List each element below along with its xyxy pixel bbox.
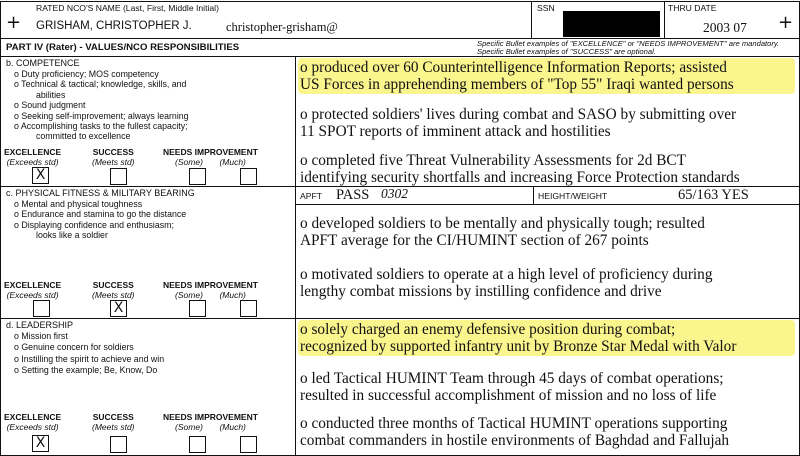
competence-items (14, 69, 189, 142)
fitness-item: o Endurance and stamina to go the distance (14, 209, 187, 220)
legend-needs-label: NEEDS IMPROVEMENT (163, 280, 258, 290)
leadership-much-checkbox[interactable] (240, 436, 257, 453)
competence-item: o Sound judgment (14, 100, 86, 111)
plus-mark-left: + (6, 12, 22, 33)
leadership-item: o Instilling the spirit to achieve and win (14, 353, 165, 364)
legend-success-sub: (Meets std) (92, 290, 135, 300)
fitness-some-checkbox[interactable] (189, 300, 206, 317)
leadership-bullet-1 (300, 321, 736, 355)
legend-excellence-sub: (Exceeds std) (6, 422, 59, 432)
name-value: GRISHAM, CHRISTOPHER J. (36, 20, 192, 32)
leadership-bullet-3-line-2: combat commanders in hostile environments of Baghdad and Fallujah (300, 432, 730, 449)
fitness-bullet-1-line-2: APFT average for the CI/HUMINT section of 267 points (300, 232, 649, 249)
height-weight-label: HEIGHT/WEIGHT (538, 191, 608, 201)
fitness-item: o Mental and physical toughness (14, 199, 143, 209)
rule-apft-split (533, 186, 534, 204)
leadership-item: o Setting the example; Be, Know, Do (14, 365, 158, 376)
leadership-items (14, 331, 164, 377)
competence-bullet-3-line-2: identifying security shortfalls and increasing Force Protection standards (300, 169, 740, 186)
leadership-item: o Mission first (14, 331, 68, 341)
legend-success-label: SUCCESS (92, 280, 134, 290)
name-label: RATED NCO'S NAME (Last, First, Middle Initial) (36, 3, 219, 13)
fitness-excellence-checkbox[interactable] (33, 300, 50, 317)
leadership-bullet-2-line-1: o led Tactical HUMINT Team through 45 days of combat operations; (300, 370, 724, 387)
legend-success-sub: (Meets std) (92, 422, 135, 432)
plus-mark-right: + (778, 12, 794, 33)
rule-part-bottom (0, 56, 800, 57)
rule-ssn-left (531, 1, 532, 38)
height-weight-value: 65/163 YES (678, 187, 749, 203)
legend-much-sub: (Much) (219, 290, 246, 300)
apft-label: APFT (300, 191, 322, 201)
part-iv-note-1: Specific Bullet examples of "EXCELLENCE" or "NEEDS IMPROVEMENT" are mandatory. (477, 39, 780, 48)
legend-needs-label: NEEDS IMPROVEMENT (163, 147, 258, 157)
leadership-bullet-1-line-1: o solely charged an enemy defensive position during combat; (300, 321, 676, 338)
competence-bullet-2-line-1: o protected soldiers' lives during combat and SASO by submitting over (300, 106, 737, 123)
competence-bullet-1-line-1: o produced over 60 Counterintelligence Information Reports; assisted (300, 59, 727, 76)
fitness-item: looks like a soldier (36, 230, 108, 241)
legend-much-sub: (Much) (219, 422, 246, 432)
competence-bullet-1 (300, 59, 734, 93)
fitness-bullet-2-line-1: o motivated soldiers to operate at a high level of proficiency during (300, 266, 713, 283)
competence-bullet-3 (300, 152, 740, 186)
competence-item: abilities (36, 89, 66, 100)
leadership-bullet-2 (300, 370, 724, 404)
competence-legend-excellence (4, 147, 61, 167)
competence-legend-needs (163, 147, 258, 167)
leadership-item: o Genuine concern for soldiers (14, 342, 134, 353)
leadership-bullet-3-line-1: o conducted three months of Tactical HUMINT operations supporting (300, 415, 728, 432)
apft-date-handwritten: 0302 (381, 186, 408, 201)
competence-item: o Duty proficiency; MOS competency (14, 69, 159, 79)
legend-excellence-label: EXCELLENCE (4, 412, 62, 422)
thru-date-label: THRU DATE (668, 3, 717, 13)
apft-value: PASS (336, 187, 370, 203)
competence-item: committed to excellence (36, 131, 131, 142)
competence-bullet-2-line-2: 11 SPOT reports of imminent attack and hostilities (300, 123, 611, 140)
competence-item: o Accomplishing tasks to the fullest capacity; (14, 121, 188, 132)
fitness-success-checkbox[interactable]: X (110, 300, 127, 317)
legend-some-sub: (Some) (175, 157, 203, 167)
competence-item: o Technical & tactical; knowledge, skills, and (14, 79, 187, 90)
email-value: christopher-grisham@ (226, 20, 338, 34)
rule-top (0, 1, 800, 2)
competence-success-checkbox[interactable] (110, 168, 127, 185)
ssn-label: SSN (537, 3, 555, 13)
competence-some-checkbox[interactable] (189, 168, 206, 185)
fitness-bullet-2 (300, 266, 712, 300)
leadership-some-checkbox[interactable] (189, 436, 206, 453)
legend-success-label: SUCCESS (92, 147, 134, 157)
competence-legend-success (92, 147, 135, 167)
fitness-legend-excellence (4, 280, 61, 300)
legend-success-sub: (Meets std) (92, 157, 135, 167)
legend-excellence-label: EXCELLENCE (4, 280, 62, 290)
legend-success-label: SUCCESS (92, 412, 134, 422)
part-iv-title: PART IV (Rater) - VALUES/NCO RESPONSIBILITIES (6, 42, 240, 53)
competence-bullet-2 (300, 106, 736, 140)
legend-needs-label: NEEDS IMPROVEMENT (163, 412, 258, 422)
leadership-legend-excellence (4, 412, 61, 432)
competence-much-checkbox[interactable] (240, 168, 257, 185)
competence-title: b. COMPETENCE (6, 58, 80, 68)
fitness-title: c. PHYSICAL FITNESS & MILITARY BEARING (6, 188, 195, 198)
fitness-bullet-2-line-2: lengthy combat missions by instilling confidence and drive (300, 283, 662, 300)
competence-bullet-3-line-1: o completed five Threat Vulnerability Assessments for 2d BCT (300, 152, 686, 169)
legend-some-sub: (Some) (175, 422, 203, 432)
legend-excellence-sub: (Exceeds std) (6, 157, 59, 167)
fitness-bullet-1-line-1: o developed soldiers to be mentally and physically tough; resulted (300, 215, 705, 232)
leadership-bullet-2-line-2: resulted in successful accomplishment of mission and no loss of life (300, 387, 717, 404)
legend-excellence-sub: (Exceeds std) (6, 290, 59, 300)
leadership-success-checkbox[interactable] (110, 436, 127, 453)
thru-date-value: 2003 07 (703, 20, 747, 35)
leadership-bullet-3 (300, 415, 729, 449)
rule-column-split (295, 56, 296, 456)
leadership-title: d. LEADERSHIP (6, 320, 74, 330)
rule-apft-row (296, 204, 800, 205)
leadership-bullet-1-line-2: recognized by supported infantry unit by Bronze Star Medal with Valor (300, 338, 737, 355)
legend-excellence-label: EXCELLENCE (4, 147, 62, 157)
fitness-items (14, 199, 186, 241)
leadership-legend-needs (163, 412, 258, 432)
fitness-item: o Displaying confidence and enthusiasm; (14, 219, 174, 230)
legend-much-sub: (Much) (219, 157, 246, 167)
fitness-bullet-1 (300, 215, 705, 249)
part-iv-note-2: Specific Bullet examples of "SUCCESS" are optional. (477, 47, 656, 56)
ssn-redaction (563, 11, 660, 37)
competence-item: o Seeking self-improvement; always learning (14, 110, 189, 121)
fitness-much-checkbox[interactable] (240, 300, 257, 317)
competence-bullet-1-line-2: US Forces in apprehending members of "Top 55" Iraqi wanted persons (300, 76, 734, 93)
fitness-legend-needs (163, 280, 258, 300)
leadership-legend-success (92, 412, 135, 432)
rule-left (0, 1, 1, 456)
fitness-legend-success (92, 280, 135, 300)
competence-excellence-checkbox[interactable]: X (32, 167, 49, 184)
rule-fitness-bottom (0, 318, 800, 319)
legend-some-sub: (Some) (175, 290, 203, 300)
rule-thru-left (664, 1, 665, 38)
leadership-excellence-checkbox[interactable]: X (32, 435, 49, 452)
